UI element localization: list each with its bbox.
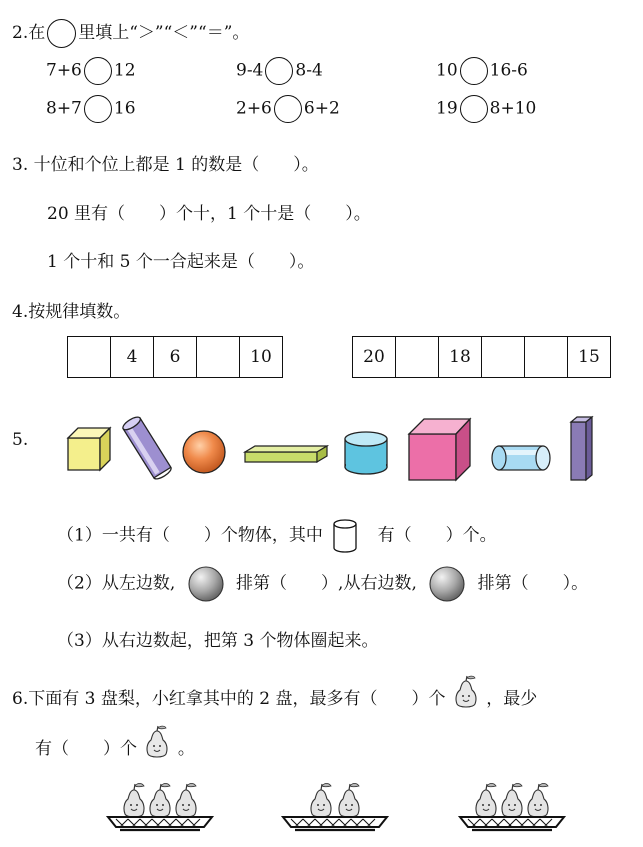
seq-cell[interactable] xyxy=(68,337,111,378)
plate-icon xyxy=(108,783,212,830)
circle-icon xyxy=(47,19,76,48)
cylinder-icon xyxy=(118,413,176,483)
q5-label: 5. xyxy=(12,430,29,450)
seq-cell[interactable] xyxy=(525,337,568,378)
cuboid-icon xyxy=(242,442,330,468)
q3-line-1: 3. 十位和个位上都是 1 的数是（ ）。 xyxy=(12,155,319,175)
q3-line-2: 20 里有（ ）个十，1 个十是（ ）。 xyxy=(47,204,371,224)
compare-circle[interactable] xyxy=(460,95,488,123)
sphere-icon xyxy=(180,428,228,476)
seq-cell: 20 xyxy=(353,337,396,378)
sequence-table-2 xyxy=(352,336,611,378)
cube-icon xyxy=(404,414,474,484)
seq-cell: 15 xyxy=(568,337,611,378)
q2-item-6: 19 8+10 xyxy=(436,95,536,123)
seq-cell: 10 xyxy=(240,337,283,378)
cylinder-icon xyxy=(489,442,555,476)
sphere-gray-icon xyxy=(428,565,466,603)
q6-line-1: 6.下面有 3 盘梨，小红拿其中的 2 盘，最多有（ ）个 ，最少 xyxy=(12,684,537,711)
q2-item-5: 2+6 6+2 xyxy=(236,95,340,123)
q2-item-4: 8+7 16 xyxy=(46,95,136,123)
q2-title: 2.在 里填上“＞”“＜”“＝”。 xyxy=(12,18,249,48)
q2-item-1: 7+6 12 xyxy=(46,57,136,85)
q5-sub-2: （2）从左边数, 排第（ ）,从右边数, 排第（ ）。 xyxy=(57,565,588,603)
compare-circle[interactable] xyxy=(460,57,488,85)
rod-icon xyxy=(566,414,600,484)
plate-icon xyxy=(283,783,387,830)
cube-icon xyxy=(64,424,114,474)
q3-line-3: 1 个十和 5 个一合起来是（ ）。 xyxy=(47,252,315,272)
pear-icon xyxy=(142,725,172,761)
compare-circle[interactable] xyxy=(84,57,112,85)
sphere-gray-icon xyxy=(187,565,225,603)
compare-circle[interactable] xyxy=(265,57,293,85)
seq-cell[interactable] xyxy=(197,337,240,378)
q5-sub-1: （1）一共有（ ）个物体，其中 有（ ）个。 xyxy=(57,518,497,554)
seq-cell: 6 xyxy=(154,337,197,378)
pear-icon xyxy=(451,675,481,711)
compare-circle[interactable] xyxy=(84,95,112,123)
seq-cell[interactable] xyxy=(482,337,525,378)
compare-circle[interactable] xyxy=(274,95,302,123)
plate-group xyxy=(0,770,643,847)
seq-cell: 4 xyxy=(111,337,154,378)
cylinder-outline-icon xyxy=(332,518,358,554)
sequence-table-1 xyxy=(67,336,283,378)
q2-item-3: 10 16-6 xyxy=(436,57,528,85)
seq-cell[interactable] xyxy=(396,337,439,378)
plate-icon xyxy=(460,783,564,830)
cylinder-icon xyxy=(341,430,391,478)
seq-cell: 18 xyxy=(439,337,482,378)
q5-sub-3: （3）从右边数起，把第 3 个物体圈起来。 xyxy=(57,631,379,651)
q4-title: 4.按规律填数。 xyxy=(12,302,131,322)
q2-item-2: 9-4 8-4 xyxy=(236,57,323,85)
q6-line-2: 有（ ）个 。 xyxy=(35,734,195,761)
